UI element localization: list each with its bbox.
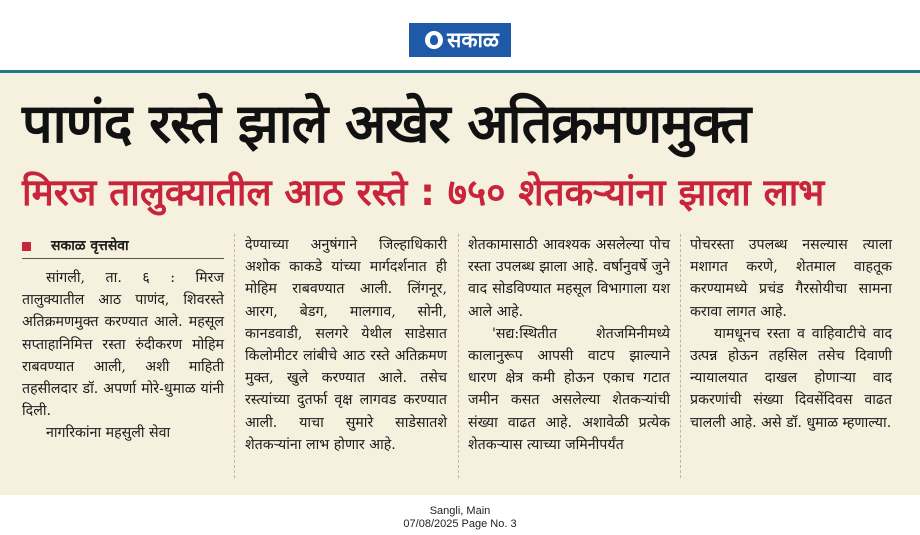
paragraph: शेतकामासाठी आवश्यक असलेल्या पोच रस्ता उपलब्ध झाला आहे. वर्षानुवर्षे जुने वाद सोडविण्यात महसूल विभागाला यश आले आहे.	[468, 237, 670, 320]
column-divider	[458, 234, 459, 478]
byline	[22, 234, 224, 259]
paragraph: सांगली, ता. ६ : मिरज तालुक्यातील आठ पाणंद, शिवरस्ते अतिक्रमणमुक्त करण्यात आले. महसूल सप्ताहानिमित्त रस्ता रुंदीकरण मोहिम राबवण्यात आली, अशी माहिती तहसीलदार डॉ. अपर्णा मोरे-धुमाळ यांनी दिली.	[22, 270, 224, 420]
page-footer	[0, 505, 920, 531]
column-divider	[680, 234, 681, 478]
article-column-3	[468, 234, 670, 478]
paragraph: यामधूनच रस्ता व वाहिवाटीचे वाद उत्पन्न होऊन तहसिल तसेच दिवाणी न्यायालयात दाखल होणाऱ्या वाद प्रकरणांची संख्या दिवसेंदिवस वाढत चालली आहे. असे डॉ. धुमाळ म्हणाल्या.	[690, 325, 892, 431]
sakal-logo	[409, 23, 511, 57]
edition-label: Sangli, Main	[429, 505, 491, 517]
paragraph: पोचरस्ता उपलब्ध नसल्यास त्याला मशागत करणे, शेतमाल वाहतूक करण्यामध्ये प्रचंड गैरसोयीचा सामना करावा लागत आहे.	[690, 237, 892, 320]
logo-text: सकाळ	[447, 28, 499, 52]
paragraph: नागरिकांना महसुली सेवा	[46, 425, 171, 442]
paragraph: देण्याच्या अनुषंगाने जिल्हाधिकारी अशोक काकडे यांच्या मार्गदर्शनात ही मोहिम राबवण्यात आली. लिंगनूर, आरग, बेडग, मालगाव, सोनी, कानडवाडी, सलगरे येथील साडेसात किलोमीटर लांबीचे आठ रस्ते अतिक्रमण मुक्त, खुले करण्यात आले. तसेच रस्त्यांच्या दुतर्फा वृक्ष लागवड करण्यात आली. याचा सुमारे साडेसातशे शेतकऱ्यांना लाभ होणार आहे.	[245, 237, 447, 453]
byline-text: सकाळ वृत्तसेवा	[51, 237, 129, 254]
column-divider	[234, 234, 235, 478]
byline-square-icon	[22, 242, 31, 251]
article-headline: पाणंद रस्ते झाले अखेर अतिक्रमणमुक्त	[22, 92, 751, 155]
article-column-2	[245, 234, 447, 478]
date-page-label: 07/08/2025 Page No. 3	[403, 518, 517, 530]
article-subheadline: मिरज तालुक्यातील आठ रस्ते : ७५० शेतकऱ्यांना झाला लाभ	[22, 171, 825, 214]
article-column-1	[22, 234, 224, 478]
masthead	[0, 0, 920, 70]
article-body	[22, 234, 902, 478]
article-column-4	[690, 234, 892, 478]
sakal-emblem-icon	[425, 31, 443, 49]
paragraph: 'सद्य:स्थितीत शेतजमिनीमध्ये कालानुरूप आपसी वाटप झाल्याने धारण क्षेत्र कमी होऊन एकाच गटात जमीन कसत असलेल्या शेतकऱ्यांची संख्या वाढत आहे. अशावेळी प्रत्येक शेतकऱ्यास त्याच्या जमिनीपर्यंत	[468, 325, 670, 453]
